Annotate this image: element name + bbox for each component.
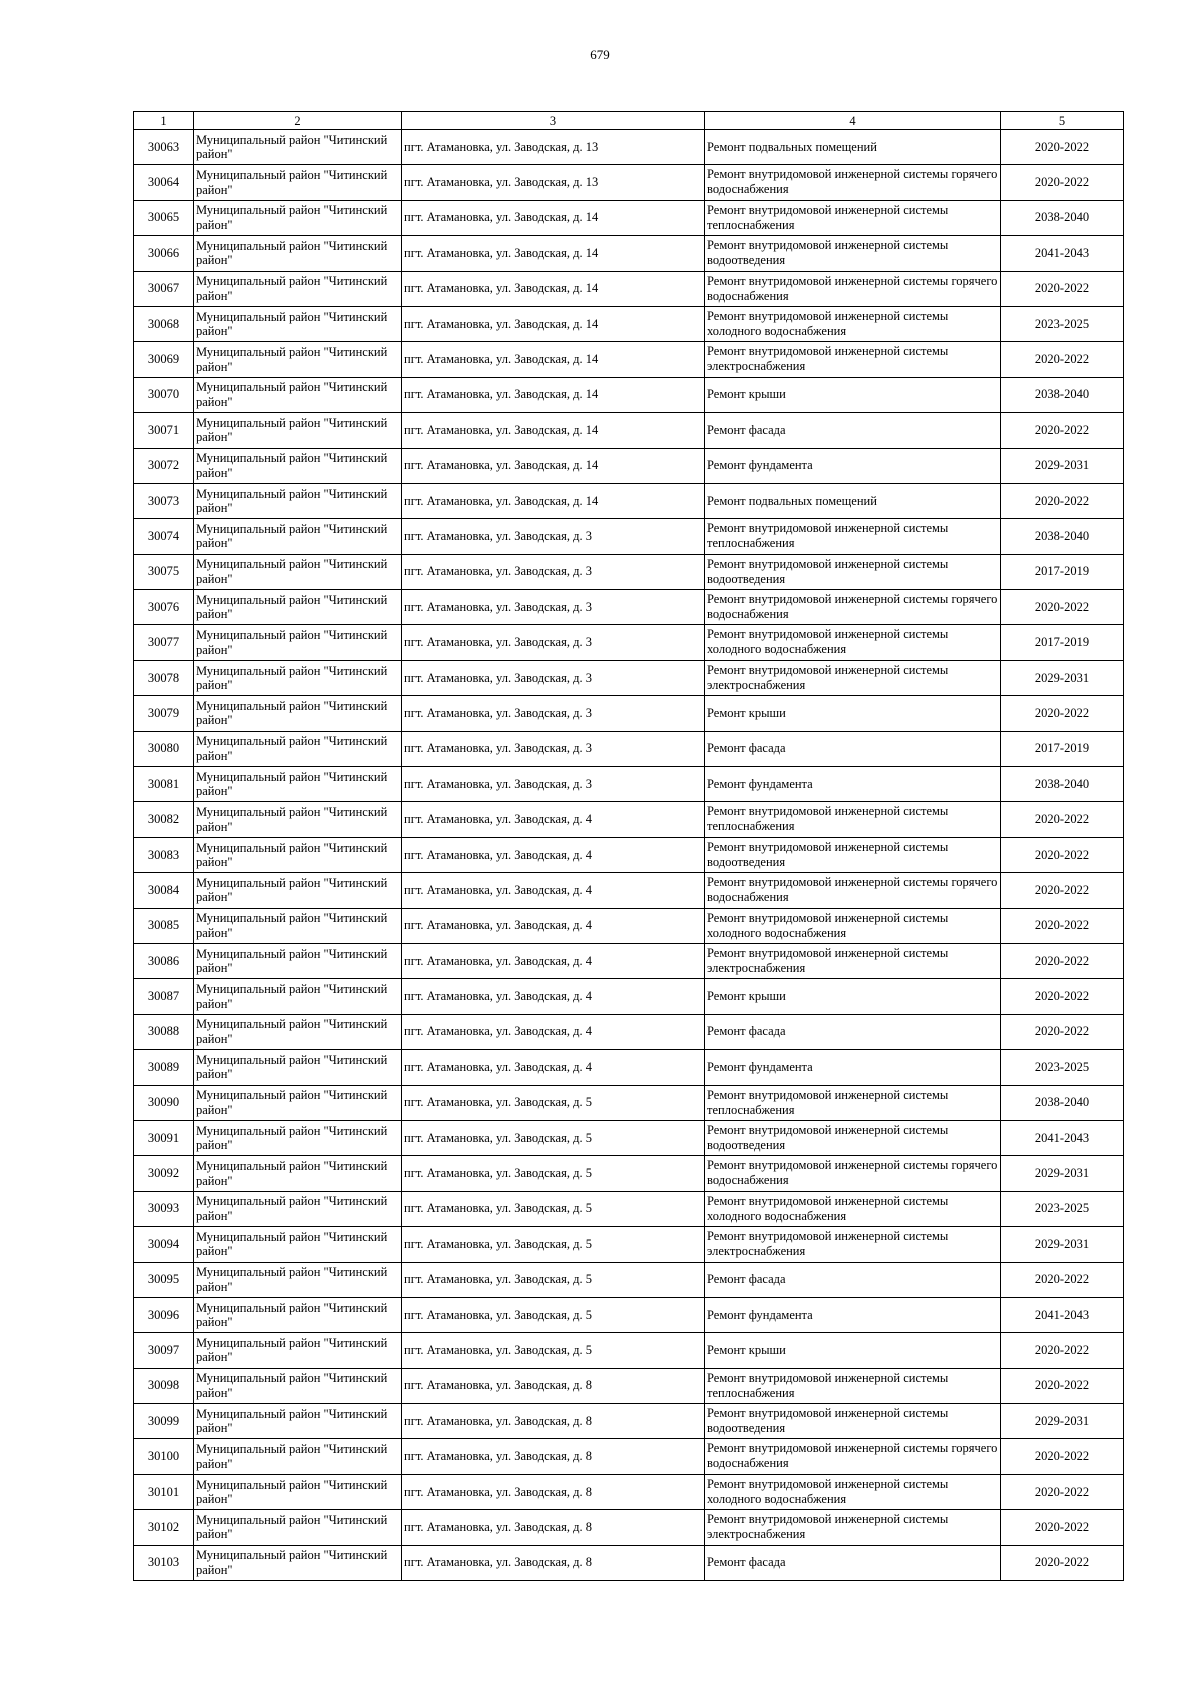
column-number-row (134, 112, 1124, 130)
cell-period: 2020-2022 (1001, 802, 1124, 837)
cell-record-number: 30082 (134, 802, 194, 837)
cell-work-type: Ремонт внутридомовой инженерной системы горячего водоснабжения (705, 873, 1001, 908)
table-row (134, 1404, 1124, 1439)
cell-period: 2029-2031 (1001, 448, 1124, 483)
cell-record-number: 30073 (134, 483, 194, 518)
table-row (134, 873, 1124, 908)
cell-work-type: Ремонт фундамента (705, 448, 1001, 483)
cell-record-number: 30067 (134, 271, 194, 306)
cell-municipality: Муниципальный район "Читинский район" (194, 696, 402, 731)
cell-work-type: Ремонт внутридомовой инженерной системы водоотведения (705, 1120, 1001, 1155)
cell-record-number: 30087 (134, 979, 194, 1014)
cell-work-type: Ремонт фасада (705, 1262, 1001, 1297)
cell-address: пгт. Атамановка, ул. Заводская, д. 8 (402, 1368, 705, 1403)
table-row (134, 625, 1124, 660)
cell-work-type: Ремонт внутридомовой инженерной системы электроснабжения (705, 943, 1001, 978)
cell-municipality: Муниципальный район "Читинский район" (194, 519, 402, 554)
table-row (134, 271, 1124, 306)
cell-period: 2023-2025 (1001, 1050, 1124, 1085)
cell-record-number: 30099 (134, 1404, 194, 1439)
cell-work-type: Ремонт крыши (705, 1333, 1001, 1368)
cell-address: пгт. Атамановка, ул. Заводская, д. 14 (402, 413, 705, 448)
cell-period: 2029-2031 (1001, 1156, 1124, 1191)
cell-municipality: Муниципальный район "Читинский район" (194, 483, 402, 518)
cell-period: 2041-2043 (1001, 1297, 1124, 1332)
cell-period: 2020-2022 (1001, 1333, 1124, 1368)
page-number: 679 (590, 47, 610, 62)
cell-municipality: Муниципальный район "Читинский район" (194, 1227, 402, 1262)
cell-municipality: Муниципальный район "Читинский район" (194, 873, 402, 908)
cell-work-type: Ремонт внутридомовой инженерной системы электроснабжения (705, 660, 1001, 695)
cell-period: 2023-2025 (1001, 1191, 1124, 1226)
cell-work-type: Ремонт внутридомовой инженерной системы водоотведения (705, 554, 1001, 589)
cell-period: 2017-2019 (1001, 554, 1124, 589)
cell-address: пгт. Атамановка, ул. Заводская, д. 5 (402, 1333, 705, 1368)
table-row (134, 554, 1124, 589)
cell-record-number: 30077 (134, 625, 194, 660)
cell-municipality: Муниципальный район "Читинский район" (194, 731, 402, 766)
cell-address: пгт. Атамановка, ул. Заводская, д. 14 (402, 236, 705, 271)
cell-municipality: Муниципальный район "Читинский район" (194, 1014, 402, 1049)
cell-municipality: Муниципальный район "Читинский район" (194, 165, 402, 200)
cell-record-number: 30098 (134, 1368, 194, 1403)
cell-record-number: 30075 (134, 554, 194, 589)
cell-record-number: 30088 (134, 1014, 194, 1049)
cell-period: 2038-2040 (1001, 200, 1124, 235)
cell-work-type: Ремонт внутридомовой инженерной системы холодного водоснабжения (705, 908, 1001, 943)
cell-address: пгт. Атамановка, ул. Заводская, д. 3 (402, 625, 705, 660)
cell-record-number: 30097 (134, 1333, 194, 1368)
table-row (134, 483, 1124, 518)
table-row (134, 908, 1124, 943)
cell-period: 2020-2022 (1001, 130, 1124, 165)
cell-municipality: Муниципальный район "Читинский район" (194, 1297, 402, 1332)
cell-address: пгт. Атамановка, ул. Заводская, д. 8 (402, 1510, 705, 1545)
cell-period: 2020-2022 (1001, 1014, 1124, 1049)
table-row (134, 1510, 1124, 1545)
cell-address: пгт. Атамановка, ул. Заводская, д. 5 (402, 1085, 705, 1120)
cell-period: 2020-2022 (1001, 873, 1124, 908)
table-row (134, 1474, 1124, 1509)
cell-municipality: Муниципальный район "Читинский район" (194, 979, 402, 1014)
table-row (134, 130, 1124, 165)
table-body (134, 130, 1124, 1581)
cell-record-number: 30074 (134, 519, 194, 554)
cell-municipality: Муниципальный район "Читинский район" (194, 130, 402, 165)
cell-work-type: Ремонт крыши (705, 377, 1001, 412)
table-row (134, 1333, 1124, 1368)
cell-municipality: Муниципальный район "Читинский район" (194, 1120, 402, 1155)
table-row (134, 590, 1124, 625)
cell-period: 2020-2022 (1001, 1439, 1124, 1474)
column-header: 3 (402, 112, 705, 130)
table-row (134, 837, 1124, 872)
cell-record-number: 30094 (134, 1227, 194, 1262)
cell-address: пгт. Атамановка, ул. Заводская, д. 5 (402, 1156, 705, 1191)
cell-record-number: 30071 (134, 413, 194, 448)
cell-municipality: Муниципальный район "Читинский район" (194, 377, 402, 412)
table-row (134, 1227, 1124, 1262)
column-header: 4 (705, 112, 1001, 130)
cell-record-number: 30093 (134, 1191, 194, 1226)
cell-period: 2020-2022 (1001, 271, 1124, 306)
cell-period: 2020-2022 (1001, 1545, 1124, 1580)
cell-record-number: 30102 (134, 1510, 194, 1545)
cell-work-type: Ремонт подвальных помещений (705, 483, 1001, 518)
cell-period: 2029-2031 (1001, 1227, 1124, 1262)
table-row (134, 696, 1124, 731)
cell-period: 2017-2019 (1001, 731, 1124, 766)
cell-municipality: Муниципальный район "Читинский район" (194, 1545, 402, 1580)
cell-municipality: Муниципальный район "Читинский район" (194, 1368, 402, 1403)
cell-municipality: Муниципальный район "Читинский район" (194, 943, 402, 978)
cell-address: пгт. Атамановка, ул. Заводская, д. 5 (402, 1227, 705, 1262)
cell-municipality: Муниципальный район "Читинский район" (194, 413, 402, 448)
cell-period: 2038-2040 (1001, 519, 1124, 554)
column-header: 5 (1001, 112, 1124, 130)
cell-address: пгт. Атамановка, ул. Заводская, д. 4 (402, 837, 705, 872)
cell-period: 2023-2025 (1001, 306, 1124, 341)
table-row (134, 448, 1124, 483)
cell-address: пгт. Атамановка, ул. Заводская, д. 5 (402, 1191, 705, 1226)
table-row (134, 1014, 1124, 1049)
cell-address: пгт. Атамановка, ул. Заводская, д. 13 (402, 165, 705, 200)
cell-address: пгт. Атамановка, ул. Заводская, д. 5 (402, 1297, 705, 1332)
cell-record-number: 30078 (134, 660, 194, 695)
table-row (134, 200, 1124, 235)
table-row (134, 1156, 1124, 1191)
cell-address: пгт. Атамановка, ул. Заводская, д. 14 (402, 377, 705, 412)
cell-period: 2020-2022 (1001, 943, 1124, 978)
table-row (134, 979, 1124, 1014)
cell-work-type: Ремонт внутридомовой инженерной системы холодного водоснабжения (705, 306, 1001, 341)
cell-work-type: Ремонт внутридомовой инженерной системы электроснабжения (705, 342, 1001, 377)
cell-address: пгт. Атамановка, ул. Заводская, д. 4 (402, 979, 705, 1014)
cell-work-type: Ремонт внутридомовой инженерной системы холодного водоснабжения (705, 625, 1001, 660)
cell-work-type: Ремонт внутридомовой инженерной системы водоотведения (705, 236, 1001, 271)
cell-record-number: 30081 (134, 767, 194, 802)
table-row (134, 943, 1124, 978)
cell-period: 2020-2022 (1001, 165, 1124, 200)
cell-record-number: 30066 (134, 236, 194, 271)
cell-address: пгт. Атамановка, ул. Заводская, д. 3 (402, 554, 705, 589)
cell-address: пгт. Атамановка, ул. Заводская, д. 4 (402, 802, 705, 837)
table-row (134, 1191, 1124, 1226)
cell-work-type: Ремонт внутридомовой инженерной системы горячего водоснабжения (705, 1156, 1001, 1191)
cell-municipality: Муниципальный район "Читинский район" (194, 200, 402, 235)
cell-record-number: 30065 (134, 200, 194, 235)
table-row (134, 165, 1124, 200)
table-row (134, 342, 1124, 377)
cell-work-type: Ремонт внутридомовой инженерной системы теплоснабжения (705, 802, 1001, 837)
cell-address: пгт. Атамановка, ул. Заводская, д. 3 (402, 767, 705, 802)
cell-work-type: Ремонт внутридомовой инженерной системы теплоснабжения (705, 200, 1001, 235)
cell-record-number: 30096 (134, 1297, 194, 1332)
cell-address: пгт. Атамановка, ул. Заводская, д. 5 (402, 1120, 705, 1155)
cell-address: пгт. Атамановка, ул. Заводская, д. 8 (402, 1545, 705, 1580)
table-row (134, 519, 1124, 554)
cell-record-number: 30090 (134, 1085, 194, 1120)
cell-work-type: Ремонт внутридомовой инженерной системы горячего водоснабжения (705, 1439, 1001, 1474)
cell-record-number: 30068 (134, 306, 194, 341)
cell-record-number: 30100 (134, 1439, 194, 1474)
table-row (134, 1085, 1124, 1120)
table-row (134, 1262, 1124, 1297)
cell-address: пгт. Атамановка, ул. Заводская, д. 8 (402, 1404, 705, 1439)
cell-record-number: 30089 (134, 1050, 194, 1085)
cell-record-number: 30103 (134, 1545, 194, 1580)
cell-record-number: 30072 (134, 448, 194, 483)
cell-period: 2020-2022 (1001, 1510, 1124, 1545)
cell-municipality: Муниципальный район "Читинский район" (194, 908, 402, 943)
cell-period: 2020-2022 (1001, 1262, 1124, 1297)
cell-address: пгт. Атамановка, ул. Заводская, д. 4 (402, 1050, 705, 1085)
cell-municipality: Муниципальный район "Читинский район" (194, 1333, 402, 1368)
cell-work-type: Ремонт фасада (705, 1014, 1001, 1049)
cell-record-number: 30079 (134, 696, 194, 731)
cell-work-type: Ремонт фундамента (705, 1050, 1001, 1085)
cell-record-number: 30086 (134, 943, 194, 978)
cell-municipality: Муниципальный район "Читинский район" (194, 1404, 402, 1439)
cell-period: 2029-2031 (1001, 660, 1124, 695)
cell-period: 2020-2022 (1001, 837, 1124, 872)
cell-address: пгт. Атамановка, ул. Заводская, д. 14 (402, 342, 705, 377)
cell-municipality: Муниципальный район "Читинский район" (194, 1156, 402, 1191)
cell-address: пгт. Атамановка, ул. Заводская, д. 8 (402, 1474, 705, 1509)
cell-municipality: Муниципальный район "Читинский район" (194, 271, 402, 306)
cell-period: 2020-2022 (1001, 1474, 1124, 1509)
cell-work-type: Ремонт крыши (705, 696, 1001, 731)
cell-record-number: 30076 (134, 590, 194, 625)
cell-work-type: Ремонт крыши (705, 979, 1001, 1014)
cell-address: пгт. Атамановка, ул. Заводская, д. 14 (402, 200, 705, 235)
cell-address: пгт. Атамановка, ул. Заводская, д. 4 (402, 1014, 705, 1049)
table-row (134, 1545, 1124, 1580)
cell-municipality: Муниципальный район "Читинский район" (194, 1439, 402, 1474)
cell-period: 2029-2031 (1001, 1404, 1124, 1439)
cell-work-type: Ремонт внутридомовой инженерной системы электроснабжения (705, 1510, 1001, 1545)
cell-address: пгт. Атамановка, ул. Заводская, д. 14 (402, 271, 705, 306)
cell-work-type: Ремонт внутридомовой инженерной системы горячего водоснабжения (705, 590, 1001, 625)
table-row (134, 236, 1124, 271)
cell-address: пгт. Атамановка, ул. Заводская, д. 14 (402, 448, 705, 483)
table-row (134, 1368, 1124, 1403)
cell-period: 2020-2022 (1001, 696, 1124, 731)
cell-address: пгт. Атамановка, ул. Заводская, д. 13 (402, 130, 705, 165)
column-header: 1 (134, 112, 194, 130)
cell-work-type: Ремонт фундамента (705, 767, 1001, 802)
cell-municipality: Муниципальный район "Читинский район" (194, 554, 402, 589)
table-row (134, 767, 1124, 802)
cell-record-number: 30091 (134, 1120, 194, 1155)
cell-address: пгт. Атамановка, ул. Заводская, д. 8 (402, 1439, 705, 1474)
cell-municipality: Муниципальный район "Читинский район" (194, 837, 402, 872)
cell-work-type: Ремонт внутридомовой инженерной системы теплоснабжения (705, 1368, 1001, 1403)
cell-period: 2017-2019 (1001, 625, 1124, 660)
cell-period: 2038-2040 (1001, 1085, 1124, 1120)
cell-address: пгт. Атамановка, ул. Заводская, д. 14 (402, 306, 705, 341)
cell-municipality: Муниципальный район "Читинский район" (194, 1191, 402, 1226)
cell-work-type: Ремонт внутридомовой инженерной системы горячего водоснабжения (705, 165, 1001, 200)
cell-municipality: Муниципальный район "Читинский район" (194, 1050, 402, 1085)
cell-work-type: Ремонт подвальных помещений (705, 130, 1001, 165)
cell-municipality: Муниципальный район "Читинский район" (194, 1262, 402, 1297)
cell-municipality: Муниципальный район "Читинский район" (194, 767, 402, 802)
cell-work-type: Ремонт внутридомовой инженерной системы горячего водоснабжения (705, 271, 1001, 306)
cell-municipality: Муниципальный район "Читинский район" (194, 342, 402, 377)
cell-address: пгт. Атамановка, ул. Заводская, д. 3 (402, 660, 705, 695)
cell-address: пгт. Атамановка, ул. Заводская, д. 4 (402, 908, 705, 943)
table-row (134, 660, 1124, 695)
cell-record-number: 30095 (134, 1262, 194, 1297)
cell-record-number: 30101 (134, 1474, 194, 1509)
cell-period: 2041-2043 (1001, 1120, 1124, 1155)
cell-work-type: Ремонт внутридомовой инженерной системы теплоснабжения (705, 519, 1001, 554)
cell-address: пгт. Атамановка, ул. Заводская, д. 4 (402, 873, 705, 908)
table-row (134, 1050, 1124, 1085)
cell-municipality: Муниципальный район "Читинский район" (194, 625, 402, 660)
cell-record-number: 30083 (134, 837, 194, 872)
cell-work-type: Ремонт внутридомовой инженерной системы водоотведения (705, 1404, 1001, 1439)
cell-work-type: Ремонт внутридомовой инженерной системы теплоснабжения (705, 1085, 1001, 1120)
cell-period: 2038-2040 (1001, 767, 1124, 802)
cell-record-number: 30092 (134, 1156, 194, 1191)
cell-work-type: Ремонт фундамента (705, 1297, 1001, 1332)
cell-address: пгт. Атамановка, ул. Заводская, д. 3 (402, 731, 705, 766)
table-row (134, 413, 1124, 448)
cell-address: пгт. Атамановка, ул. Заводская, д. 3 (402, 590, 705, 625)
cell-period: 2041-2043 (1001, 236, 1124, 271)
table-row (134, 1120, 1124, 1155)
cell-record-number: 30064 (134, 165, 194, 200)
cell-work-type: Ремонт фасада (705, 1545, 1001, 1580)
cell-period: 2020-2022 (1001, 590, 1124, 625)
cell-municipality: Муниципальный район "Читинский район" (194, 306, 402, 341)
table-row (134, 1297, 1124, 1332)
cell-municipality: Муниципальный район "Читинский район" (194, 1085, 402, 1120)
cell-record-number: 30085 (134, 908, 194, 943)
cell-work-type: Ремонт внутридомовой инженерной системы электроснабжения (705, 1227, 1001, 1262)
cell-work-type: Ремонт внутридомовой инженерной системы холодного водоснабжения (705, 1474, 1001, 1509)
cell-work-type: Ремонт фасада (705, 413, 1001, 448)
cell-municipality: Муниципальный район "Читинский район" (194, 802, 402, 837)
cell-address: пгт. Атамановка, ул. Заводская, д. 3 (402, 519, 705, 554)
cell-address: пгт. Атамановка, ул. Заводская, д. 5 (402, 1262, 705, 1297)
cell-work-type: Ремонт фасада (705, 731, 1001, 766)
cell-address: пгт. Атамановка, ул. Заводская, д. 14 (402, 483, 705, 518)
cell-municipality: Муниципальный район "Читинский район" (194, 1510, 402, 1545)
cell-municipality: Муниципальный район "Читинский район" (194, 448, 402, 483)
repair-schedule-table (133, 111, 1124, 1581)
table-row (134, 306, 1124, 341)
cell-period: 2020-2022 (1001, 483, 1124, 518)
cell-municipality: Муниципальный район "Читинский район" (194, 660, 402, 695)
cell-record-number: 30063 (134, 130, 194, 165)
table-row (134, 377, 1124, 412)
cell-municipality: Муниципальный район "Читинский район" (194, 590, 402, 625)
cell-record-number: 30080 (134, 731, 194, 766)
column-header: 2 (194, 112, 402, 130)
table-row (134, 802, 1124, 837)
table-row (134, 1439, 1124, 1474)
cell-period: 2020-2022 (1001, 979, 1124, 1014)
cell-record-number: 30084 (134, 873, 194, 908)
cell-address: пгт. Атамановка, ул. Заводская, д. 3 (402, 696, 705, 731)
cell-period: 2038-2040 (1001, 377, 1124, 412)
cell-period: 2020-2022 (1001, 342, 1124, 377)
cell-record-number: 30069 (134, 342, 194, 377)
cell-municipality: Муниципальный район "Читинский район" (194, 236, 402, 271)
cell-work-type: Ремонт внутридомовой инженерной системы водоотведения (705, 837, 1001, 872)
cell-work-type: Ремонт внутридомовой инженерной системы холодного водоснабжения (705, 1191, 1001, 1226)
cell-municipality: Муниципальный район "Читинский район" (194, 1474, 402, 1509)
table-row (134, 731, 1124, 766)
cell-period: 2020-2022 (1001, 413, 1124, 448)
cell-address: пгт. Атамановка, ул. Заводская, д. 4 (402, 943, 705, 978)
cell-period: 2020-2022 (1001, 908, 1124, 943)
cell-period: 2020-2022 (1001, 1368, 1124, 1403)
cell-record-number: 30070 (134, 377, 194, 412)
